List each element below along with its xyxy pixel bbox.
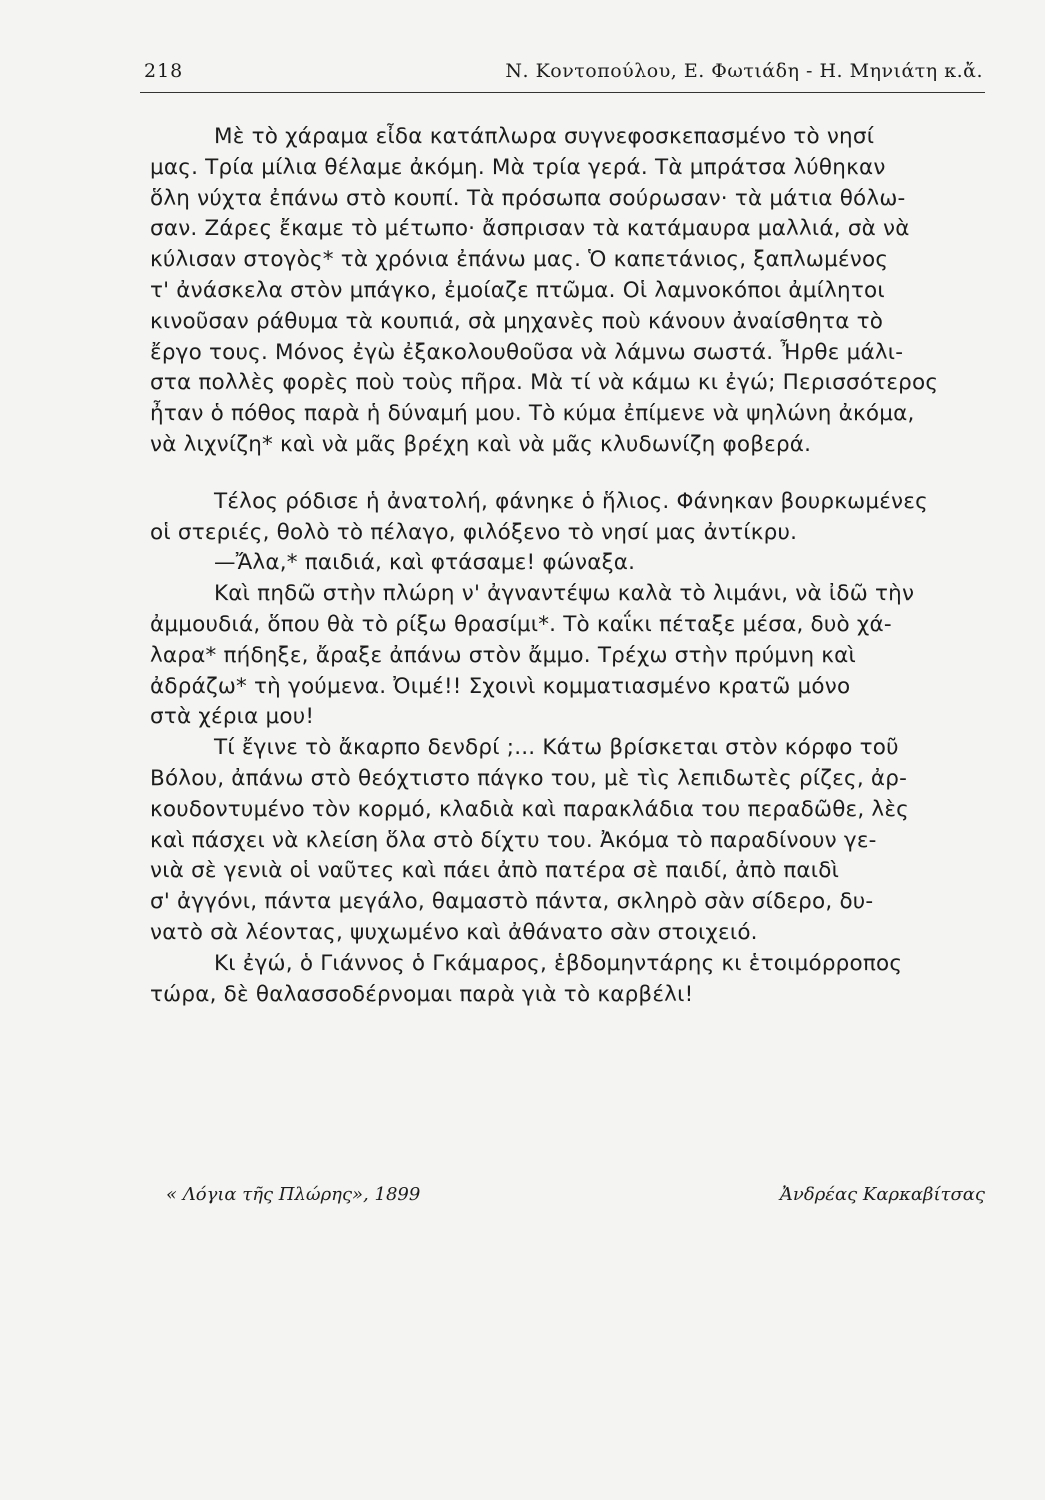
text-line: σαν. Ζάρες ἔκαμε τὸ μέτωπο· ἄσπρισαν τὰ κατάμαυρα μαλλιά, σὰ νὰ (150, 216, 910, 242)
paragraph-4 (150, 579, 995, 733)
page-number: 218 (144, 60, 184, 82)
paragraph-2 (150, 487, 995, 549)
text-line: στὰ χέρια μου! (150, 704, 315, 730)
text-line: νὰ λιχνίζη* καὶ νὰ μᾶς βρέχη καὶ νὰ μᾶς κλυδωνίζη φοβερά. (150, 431, 812, 457)
text-line: κινοῦσαν ράθυμα τὰ κουπιά, σὰ μηχανὲς ποὺ κάνουν ἀναίσθητα τὸ (150, 308, 884, 334)
text-line: κουδοντυμένο τὸν κορμό, κλαδιὰ καὶ παρακλάδια του περαδῶθε, λὲς (150, 796, 910, 822)
running-head: Ν. Κοντοπούλου, Ε. Φωτιάδη - Η. Μηνιάτη κ.ἄ. (505, 60, 983, 82)
text-line: Βόλου, ἀπάνω στὸ θεόχτιστο πάγκο του, μὲ τὶς λεπιδωτὲς ρίζες, ἀρ- (150, 765, 908, 791)
text-line: σ' ἀγγόνι, πάντα μεγάλο, θαμαστὸ πάντα, σκληρὸ σὰν σίδερο, δυ- (150, 889, 874, 915)
page-header (140, 52, 985, 93)
text-line: στα πολλὲς φορὲς ποὺ τοὺς πῆρα. Μὰ τί νὰ κάμω κι ἐγώ; Περισσότερος (150, 370, 939, 396)
text-line: ἀδράζω* τὴ γούμενα. Ὀιμέ!! Σχοινὶ κομματιασμένο κρατῶ μόνο (150, 673, 851, 699)
source-citation: « Λόγια τῆς Πλώρης», 1899 (166, 1184, 421, 1205)
text-line: μας. Τρία μίλια θέλαμε ἀκόμη. Μὰ τρία γερά. Τὰ μπράτσα λύθηκαν (150, 154, 886, 180)
text-line: Τέλος ρόδισε ἡ ἀνατολή, φάνηκε ὁ ἥλιος. Φάνηκαν βουρκωμένες (214, 488, 928, 514)
text-line: οἱ στεριές, θολὸ τὸ πέλαγο, φιλόξενο τὸ νησί μας ἀντίκρυ. (150, 519, 798, 545)
paragraph-3 (150, 548, 995, 579)
paragraph-1 (150, 122, 995, 461)
text-line: ἀμμουδιά, ὅπου θὰ τὸ ρίξω θρασίμι*. Τὸ καΐκι πέταξε μέσα, δυὸ χά- (150, 611, 892, 637)
paragraph-6 (150, 949, 995, 1011)
text-line: Καὶ πηδῶ στὴν πλώρη ν' ἀγναντέψω καλὰ τὸ λιμάνι, νὰ ἰδῶ τὴν (214, 581, 915, 607)
text-line: νιὰ σὲ γενιὰ οἱ ναῦτες καὶ πάει ἀπὸ πατέρα σὲ παιδί, ἀπὸ παιδὶ (150, 858, 840, 884)
text-line: —Ἄλα,* παιδιά, καὶ φτάσαμε! φώναξα. (214, 550, 636, 576)
author-name: Ἀνδρέας Καρκαβίτσας (779, 1184, 985, 1205)
body-text (150, 122, 995, 1010)
text-line: ἔργο τους. Μόνος ἐγὼ ἐξακολουθοῦσα νὰ λάμνω σωστά. Ἦρθε μάλι- (150, 339, 904, 365)
citation-footer (150, 1180, 995, 1210)
text-line: τ' ἀνάσκελα στὸν μπάγκο, ἐμοίαζε πτῶμα. Οἱ λαμνοκόποι ἀμίλητοι (150, 277, 885, 303)
paragraph-gap (150, 461, 995, 487)
paragraph-5 (150, 733, 995, 949)
text-line: τώρα, δὲ θαλασσοδέρνομαι παρὰ γιὰ τὸ καρβέλι! (150, 981, 694, 1007)
text-line: νατὸ σὰ λέοντας, ψυχωμένο καὶ ἀθάνατο σὰν στοιχειό. (150, 919, 758, 945)
text-line: κύλισαν στογὸς* τὰ χρόνια ἐπάνω μας. Ὁ καπετάνιος, ξαπλωμένος (150, 247, 889, 273)
text-line: καὶ πάσχει νὰ κλείση ὅλα στὸ δίχτυ του. Ἀκόμα τὸ παραδίνουν γε- (150, 827, 877, 853)
text-line: Μὲ τὸ χάραμα εἶδα κατάπλωρα συγνεφοσκεπασμένο τὸ νησί (214, 124, 875, 149)
text-line: ὅλη νύχτα ἐπάνω στὸ κουπί. Τὰ πρόσωπα σούρωσαν· τὰ μάτια θόλω- (150, 185, 906, 211)
text-line: ἦταν ὁ πόθος παρὰ ἡ δύναμή μου. Τὸ κύμα ἐπίμενε νὰ ψηλώνη ἀκόμα, (150, 401, 915, 427)
text-line: Κι ἐγώ, ὁ Γιάννος ὁ Γκάμαρος, ἑβδομηντάρης κι ἑτοιμόρροπος (214, 950, 903, 976)
text-line: λαρα* πήδηξε, ἄραξε ἀπάνω στὸν ἄμμο. Τρέχω στὴν πρύμνη καὶ (150, 642, 857, 668)
text-line: Τί ἔγινε τὸ ἄκαρπο δενδρί ;... Κάτω βρίσκεται στὸν κόρφο τοῦ (214, 735, 899, 761)
